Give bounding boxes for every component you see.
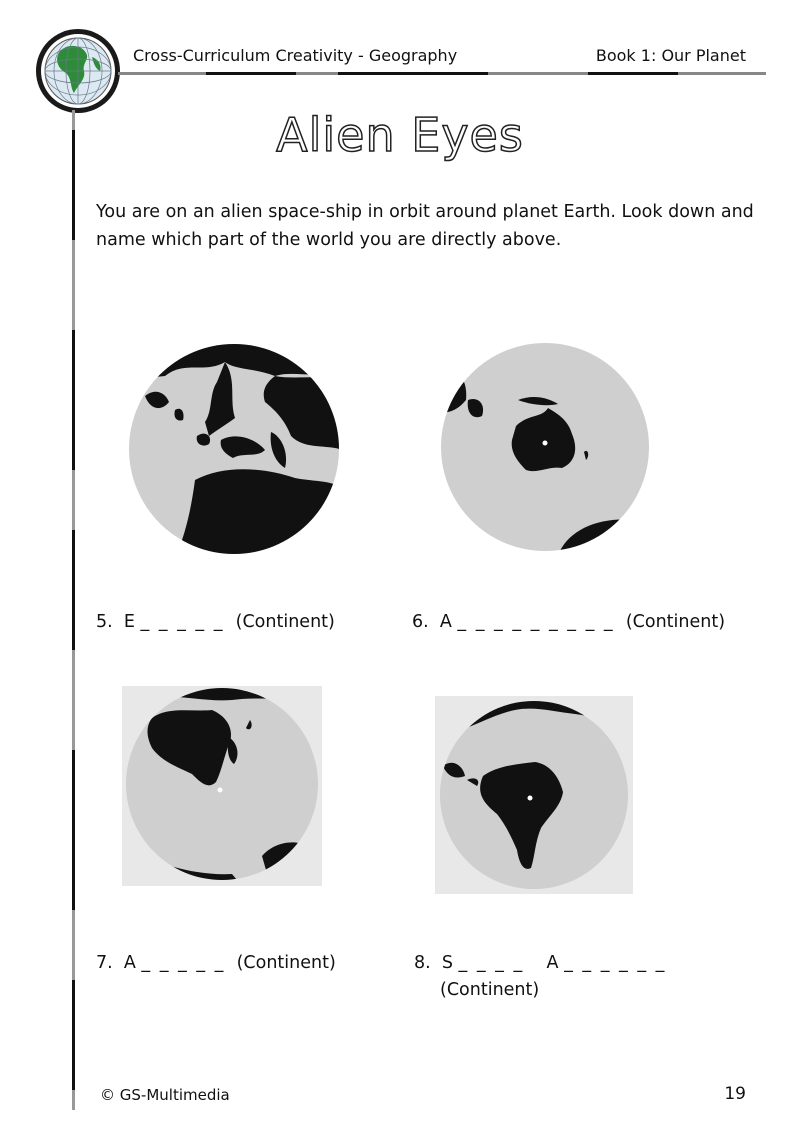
q5-letter: E: [123, 612, 135, 632]
globe-europe: [125, 340, 343, 558]
q7-letter: A: [123, 953, 136, 973]
margin-spine: [72, 110, 75, 1110]
globe-africa: [122, 686, 322, 886]
q6-letter: A: [439, 612, 452, 632]
question-7: [96, 953, 336, 973]
header-rule: [118, 72, 766, 75]
q8-blanks-2[interactable]: _ _ _ _ _ _: [564, 953, 667, 973]
q6-number: 6.: [412, 612, 429, 632]
page-number: 19: [724, 1084, 746, 1104]
q7-blanks[interactable]: _ _ _ _ _: [141, 953, 226, 973]
q8-letter-2: A: [546, 953, 559, 973]
q6-blanks[interactable]: _ _ _ _ _ _ _ _ _: [457, 612, 615, 632]
q7-hint: (Continent): [236, 953, 336, 973]
q5-number: 5.: [96, 612, 113, 632]
series-title: Cross-Curriculum Creativity - Geography: [133, 46, 458, 65]
book-title: Book 1: Our Planet: [595, 46, 746, 65]
page-title: Alien Eyes: [276, 108, 524, 162]
q5-blanks[interactable]: _ _ _ _ _: [140, 612, 225, 632]
instructions: You are on an alien space-ship in orbit around planet Earth. Look down and name which part of the world you are directly above.: [96, 202, 754, 250]
q8-number: 8.: [414, 953, 431, 973]
question-8: [414, 953, 666, 973]
question-5: [96, 612, 335, 632]
q8-blanks-1[interactable]: _ _ _ _: [458, 953, 525, 973]
q8-letter: S: [441, 953, 453, 973]
q6-hint: (Continent): [625, 612, 726, 632]
globe-south-america: [435, 696, 633, 894]
question-6: [412, 612, 725, 632]
q8-hint: (Continent): [440, 980, 540, 1000]
globe-australia: [438, 340, 653, 555]
q5-hint: (Continent): [235, 612, 335, 632]
globe-logo-icon: [34, 27, 122, 115]
copyright: © GS-Multimedia: [100, 1086, 230, 1104]
q7-number: 7.: [96, 953, 113, 973]
